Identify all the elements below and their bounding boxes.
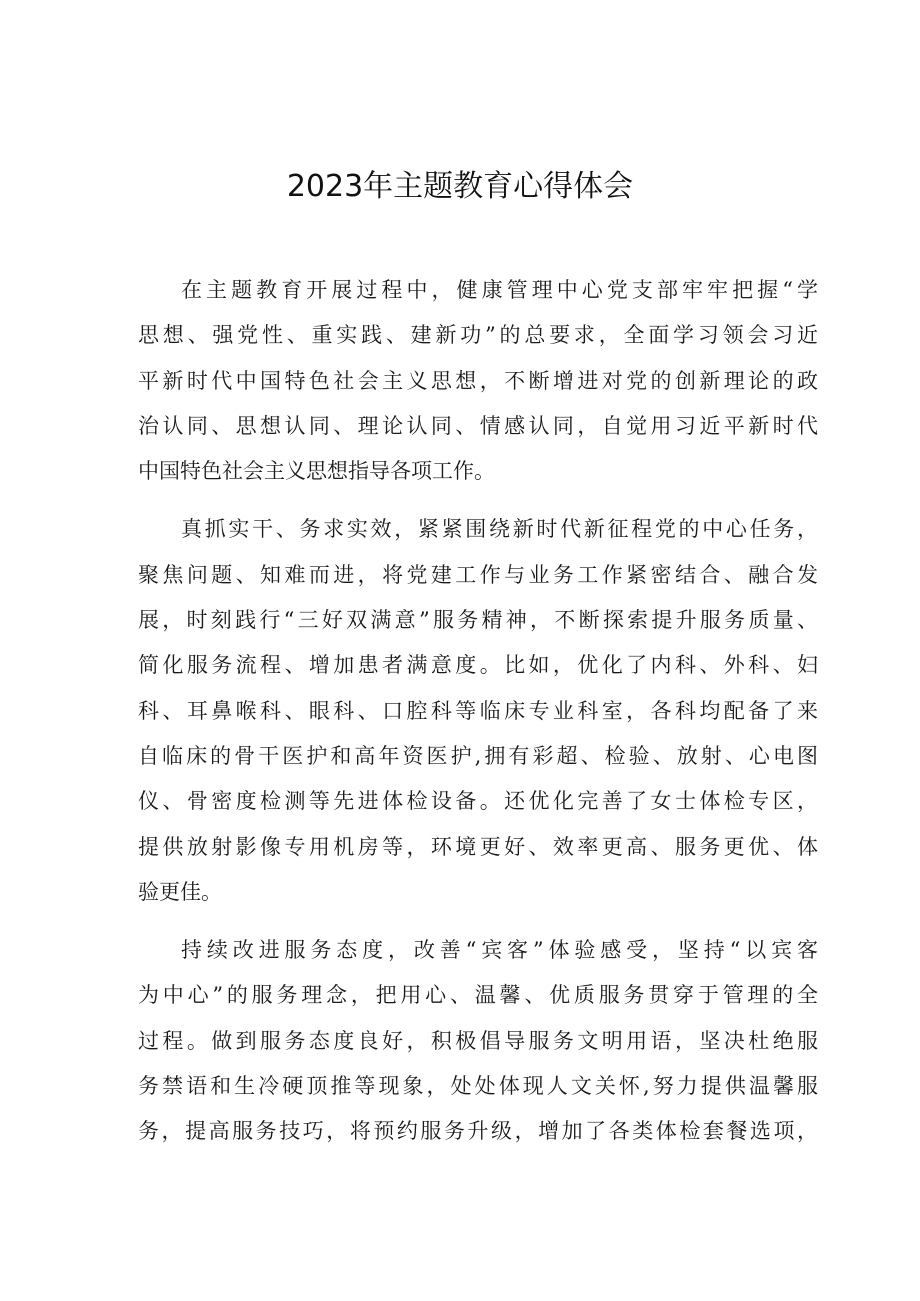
paragraph-line: 在主题教育开展过程中，健康管理中心党支部牢牢把握“学 — [181, 278, 818, 302]
paragraph-line: 自临床的骨干医护和高年资医护,拥有彩超、检验、放射、心电图 — [138, 743, 818, 768]
paragraph-line: 持续改进服务态度，改善“宾客”体验感受，坚持“以宾客 — [181, 938, 818, 963]
paragraph-line: 展，时刻践行“三好双满意”服务精神，不断探索提升服务质量、 — [138, 608, 818, 633]
paragraph-line: 科、耳鼻喉科、眼科、口腔科等临床专业科室，各科均配备了来 — [138, 698, 818, 723]
paragraph-line: 治认同、思想认同、理论认同、情感认同，自觉用习近平新时代 — [138, 413, 818, 438]
paragraph-line: 验更佳。 — [138, 879, 222, 904]
paragraph-line: 务，提高服务技巧，将预约服务升级，增加了各类体检套餐选项， — [138, 1119, 818, 1144]
paragraph-2 — [138, 507, 818, 915]
paragraph-line: 真抓实干、务求实效，紧紧围绕新时代新征程党的中心任务， — [181, 517, 818, 542]
paragraph-line: 仪、骨密度检测等先进体检设备。还优化完善了女士体检专区， — [138, 789, 818, 814]
paragraph-line: 过程。做到服务态度良好，积极倡导服务文明用语，坚决杜绝服 — [138, 1028, 818, 1053]
paragraph-line: 为中心”的服务理念，把用心、温馨、优质服务贯穿于管理的全 — [138, 983, 818, 1008]
paragraph-1 — [138, 268, 818, 494]
document-body — [138, 268, 818, 1168]
paragraph-line: 聚焦问题、知难而进，将党建工作与业务工作紧密结合、融合发 — [138, 562, 818, 587]
paragraph-line: 简化服务流程、增加患者满意度。比如，优化了内科、外科、妇 — [138, 653, 818, 678]
document-title: 2023年主题教育心得体会 — [286, 169, 634, 204]
paragraph-line: 务禁语和生冷硬顶推等现象，处处体现人文关怀,努力提供温馨服 — [138, 1074, 818, 1099]
paragraph-line: 提供放射影像专用机房等，环境更好、效率更高、服务更优、体 — [138, 834, 818, 859]
paragraph-line: 中国特色社会主义思想指导各项工作。 — [138, 459, 495, 484]
paragraph-line: 平新时代中国特色社会主义思想，不断增进对党的创新理论的政 — [138, 368, 818, 393]
paragraph-3 — [138, 928, 818, 1154]
paragraph-line: 思想、强党性、重实践、建新功”的总要求，全面学习领会习近 — [138, 323, 818, 348]
